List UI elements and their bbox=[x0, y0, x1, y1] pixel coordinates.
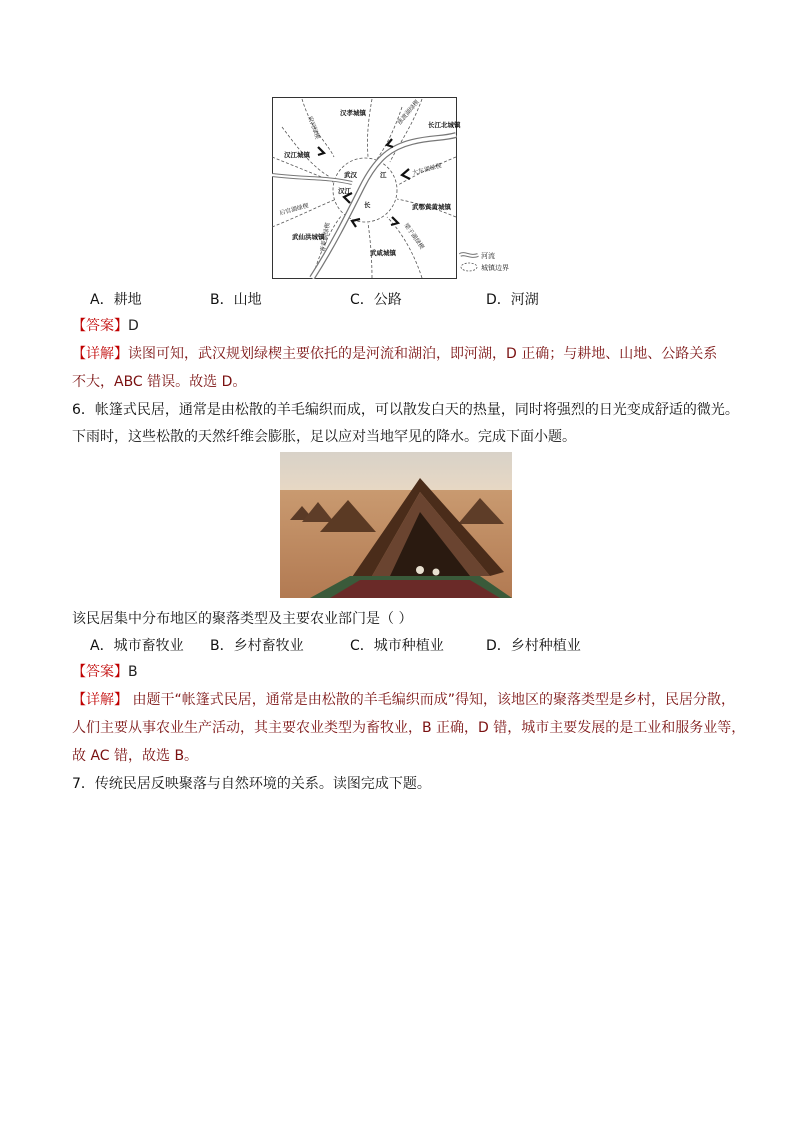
region-label: 武咸城镇 bbox=[370, 249, 396, 257]
q5-option-d: D．河湖 bbox=[486, 292, 539, 308]
q6-detail-line-1 bbox=[72, 690, 735, 710]
q6-option-b: B．乡村畜牧业 bbox=[210, 638, 304, 654]
detail-text: 读图可知，武汉规划绿楔主要依托的是河流和湖泊，即河湖，D 正确；与耕地、山地、公路关系 bbox=[128, 346, 718, 362]
greenway-label: 青菱湖绿楔 bbox=[319, 222, 332, 253]
q5-option-b: B．山地 bbox=[210, 292, 262, 308]
greenway-label: 府河绿楔 bbox=[306, 115, 321, 141]
answer-value: B bbox=[128, 664, 138, 680]
q5-option-c: C．公路 bbox=[350, 292, 402, 308]
q6-question: 该民居集中分布地区的聚落类型及主要农业部门是（ ） bbox=[72, 611, 413, 627]
q6-stem-line-2: 下雨时，这些松散的天然纤维会膨胀，足以应对当地罕见的降水。完成下面小题。 bbox=[72, 429, 576, 445]
region-label: 武仙洪城镇 bbox=[292, 233, 325, 241]
region-label: 长江北城镇 bbox=[428, 121, 461, 129]
legend-boundary-label: 城镇边界 bbox=[481, 264, 509, 272]
greenway-label: 涨渡湖绿楔 bbox=[396, 98, 421, 127]
q6-answer bbox=[72, 662, 138, 682]
q5-detail-line-1 bbox=[72, 344, 717, 364]
q6-detail-line-3: 故 AC 错，故选 B。 bbox=[72, 748, 199, 764]
region-label: 武汉 bbox=[344, 171, 357, 179]
greenway-label: 梁子湖绿楔 bbox=[402, 222, 426, 251]
greenway-label: 大东湖绿楔 bbox=[411, 162, 443, 177]
q6-option-d: D．乡村种植业 bbox=[486, 638, 581, 654]
legend-river-label: 河流 bbox=[481, 252, 495, 260]
region-label: 江 bbox=[380, 171, 387, 179]
greenway-label: 后官湖绿楔 bbox=[278, 202, 310, 217]
q6-option-a: A．城市畜牧业 bbox=[90, 638, 184, 654]
detail-label: 【详解】 bbox=[72, 346, 128, 362]
map-legend bbox=[460, 251, 509, 272]
q5-answer bbox=[72, 316, 139, 336]
region-label: 汉孝城镇 bbox=[340, 109, 366, 117]
detail-label: 【详解】 bbox=[72, 692, 128, 708]
region-label: 长 bbox=[364, 201, 371, 209]
answer-label: 【答案】 bbox=[72, 664, 128, 680]
q7-stem: 7．传统民居反映聚落与自然环境的关系。读图完成下题。 bbox=[72, 776, 431, 792]
answer-value: D bbox=[128, 318, 139, 334]
detail-text: 由题干“帐篷式民居，通常是由松散的羊毛编织而成”得知，该地区的聚落类型是乡村，民居分散， bbox=[128, 692, 735, 708]
region-label: 汉江城镇 bbox=[284, 151, 310, 159]
q5-detail-line-2: 不大，ABC 错误。故选 D。 bbox=[72, 374, 247, 390]
tent-dwelling-photo bbox=[280, 452, 512, 598]
answer-label: 【答案】 bbox=[72, 318, 128, 334]
region-label: 汉江 bbox=[338, 187, 351, 195]
q6-option-c: C．城市种植业 bbox=[350, 638, 444, 654]
wuhan-greenway-map bbox=[272, 97, 522, 279]
q6-detail-line-2: 人们主要从事农业生产活动，其主要农业类型为畜牧业，B 正确，D 错，城市主要发展的是工业和服务业等， bbox=[72, 720, 746, 736]
q5-option-a: A．耕地 bbox=[90, 292, 142, 308]
region-label: 武鄂黄黄城镇 bbox=[412, 203, 451, 211]
q6-stem-line-1: 6．帐篷式民居，通常是由松散的羊毛编织而成，可以散发白天的热量，同时将强烈的日光变成舒适的微光。 bbox=[72, 402, 739, 418]
